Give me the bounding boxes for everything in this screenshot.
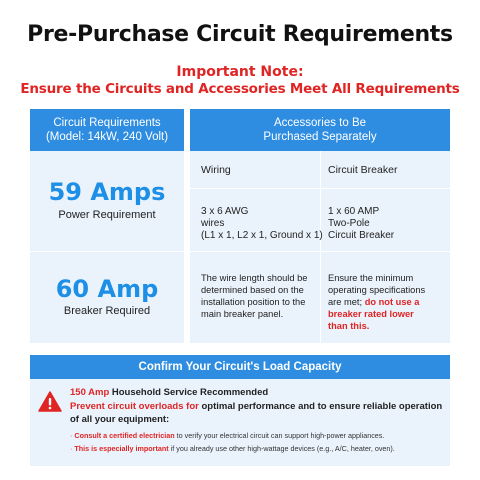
- wiring-title: Wiring: [201, 164, 231, 176]
- breaker-note: [328, 272, 425, 332]
- header-line: Accessories to Be: [273, 117, 367, 129]
- warning-text: do not use a: [364, 297, 420, 307]
- note-text: are met;: [328, 297, 365, 307]
- load-capacity-header: Confirm Your Circuit's Load Capacity: [30, 355, 450, 379]
- load-capacity-panel: [30, 355, 450, 466]
- note-line: determined based on the: [201, 285, 304, 295]
- warning-text: than this.: [328, 321, 370, 331]
- spec-line: Circuit Breaker: [328, 230, 395, 241]
- note-line: operating specifications: [328, 285, 426, 295]
- divider: [30, 251, 184, 252]
- breaker-label: Breaker Required: [63, 305, 151, 317]
- bullet-highlight: This is especially important: [74, 444, 169, 453]
- overload-highlight: Prevent circuit overloads for: [70, 401, 199, 412]
- recommendation-text: Household Service Recommended: [109, 387, 269, 398]
- overload-warning: [70, 401, 442, 412]
- header-line: (Model: 14kW, 240 Volt): [45, 131, 169, 143]
- breaker-spec: [328, 206, 394, 242]
- bullet-highlight: Consult a certified electrician: [74, 431, 175, 440]
- bullet-text: if you already use other high-wattage devices (e.g., A/C, heater, oven).: [168, 444, 395, 453]
- overload-warning-cont: of all your equipment:: [70, 414, 170, 425]
- bullet-electrician: · Consult a certified electrician to verify your electrical circuit can support high-power appliances.: [70, 431, 385, 440]
- wiring-spec: [201, 206, 323, 242]
- amps-label: Power Requirement: [58, 209, 156, 221]
- warning-text: breaker rated lower: [328, 309, 414, 319]
- bullet-text: to verify your electrical circuit can support high-power appliances.: [174, 431, 385, 440]
- spec-line: wires: [201, 218, 225, 229]
- column-divider: [320, 151, 321, 343]
- note-line: The wire length should be: [201, 273, 308, 283]
- note-line: [328, 296, 425, 308]
- overload-text: optimal performance and to ensure reliable operation: [198, 401, 443, 412]
- circuit-requirements-panel: [30, 109, 184, 343]
- divider: [190, 251, 450, 252]
- service-recommendation: [70, 387, 268, 398]
- important-note-heading: Important Note:: [176, 64, 304, 80]
- bullet-high-wattage: · This is especially important if you already use other high-wattage devices (e.g., A/C, heater, oven).: [70, 444, 395, 453]
- accessories-panel: [190, 109, 450, 343]
- warning-icon: [38, 390, 62, 414]
- breaker-title: Circuit Breaker: [328, 164, 398, 176]
- page-title: Pre-Purchase Circuit Requirements: [27, 22, 453, 47]
- circuit-requirements-header: [30, 109, 184, 151]
- header-line: Circuit Requirements: [53, 117, 161, 129]
- spec-line: Two-Pole: [328, 218, 370, 229]
- accessories-header: [190, 109, 450, 151]
- spec-line: (L1 x 1, L2 x 1, Ground x 1): [201, 230, 323, 241]
- note-line: main breaker panel.: [201, 309, 284, 319]
- breaker-value: 60 Amp: [55, 275, 159, 303]
- spec-line: 3 x 6 AWG: [201, 206, 249, 217]
- amps-value: 59 Amps: [48, 178, 166, 206]
- note-line: installation position to the: [201, 297, 306, 307]
- divider: [190, 188, 450, 189]
- important-note-text: Ensure the Circuits and Accessories Meet All Requirements: [20, 81, 460, 97]
- header-line: Purchased Separately: [263, 131, 377, 143]
- amp-highlight: 150 Amp: [70, 387, 110, 398]
- note-line: Ensure the minimum: [328, 273, 414, 283]
- wiring-note: [201, 272, 307, 320]
- spec-line: 1 x 60 AMP: [328, 206, 380, 217]
